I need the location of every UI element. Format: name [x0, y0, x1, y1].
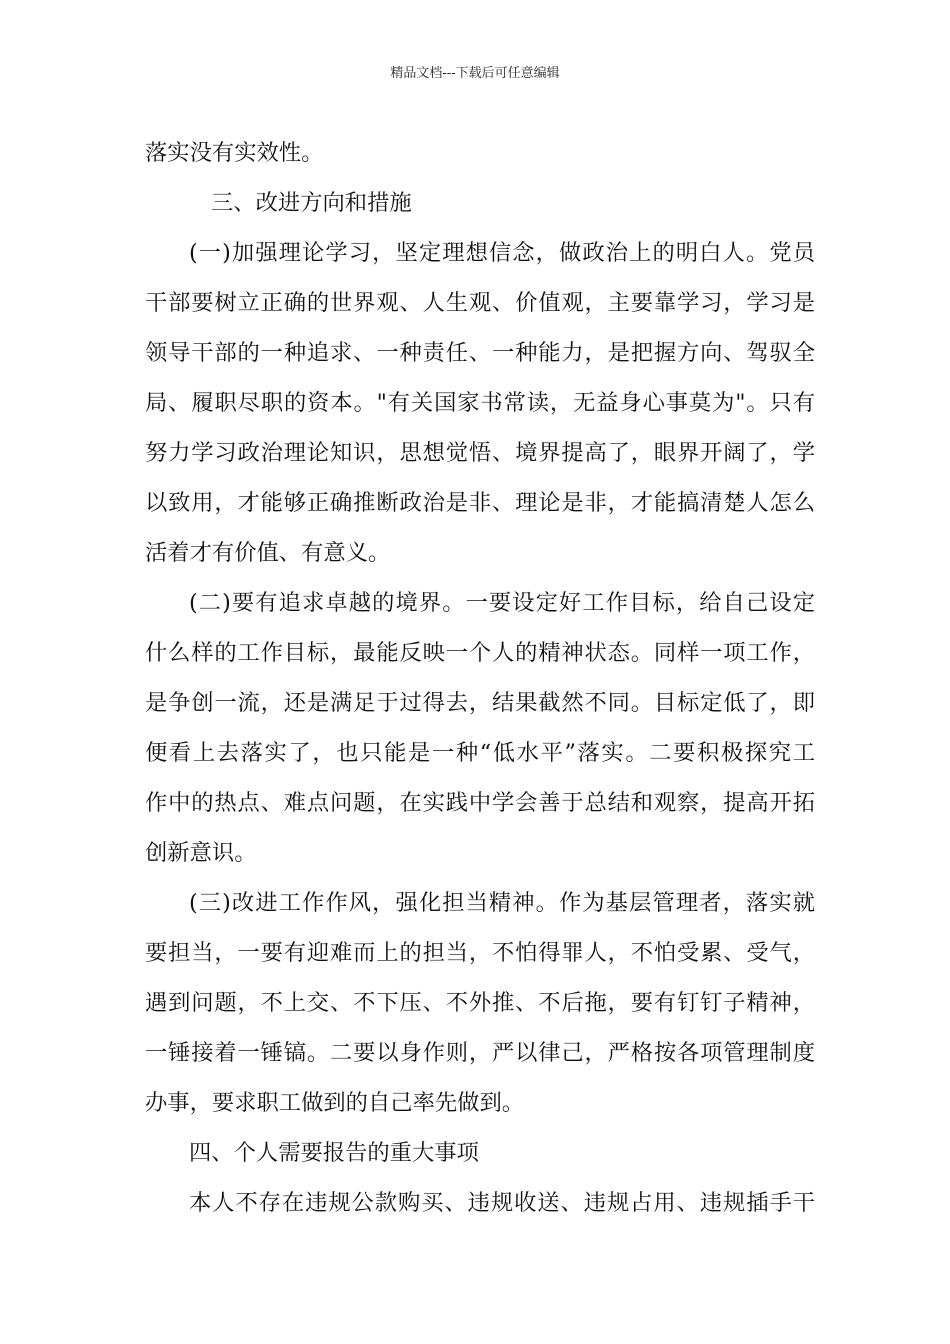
paragraph-line: 局、履职尽职的资本。"有关国家书常读，无益身心事莫为"。只有 — [145, 390, 815, 416]
paragraph-line: (二)要有追求卓越的境界。一要设定好工作目标，给自己设定 — [189, 590, 815, 616]
paragraph-line: 落实没有实效性。 — [145, 140, 324, 166]
paragraph-line: 一锤接着一锤镐。二要以身作则，严以律己，严格按各项管理制度 — [145, 1040, 815, 1066]
paragraph-line: 办事，要求职工做到的自己率先做到。 — [145, 1090, 525, 1116]
page-header: 精品文档---下载后可任意编辑 — [390, 66, 560, 81]
paragraph-line: 活着才有价值、有意义。 — [145, 540, 391, 566]
paragraph-line: 是争创一流，还是满足于过得去，结果截然不同。目标定低了，即 — [145, 690, 815, 716]
paragraph-line: 本人不存在违规公款购买、违规收送、违规占用、违规插手干 — [189, 1190, 815, 1216]
paragraph-line: 便看上去落实了，也只能是一种“低水平”落实。二要积极探究工 — [145, 740, 815, 766]
paragraph-line: 领导干部的一种追求、一种责任、一种能力，是把握方向、驾驭全 — [145, 340, 815, 366]
paragraph-line: (一)加强理论学习，坚定理想信念，做政治上的明白人。党员 — [189, 240, 815, 266]
section-heading: 三、改进方向和措施 — [211, 190, 412, 216]
paragraph-line: 要担当，一要有迎难而上的担当，不怕得罪人，不怕受累、受气， — [145, 940, 815, 966]
section-heading: 四、个人需要报告的重大事项 — [189, 1140, 479, 1166]
paragraph-line: 创新意识。 — [145, 840, 257, 866]
paragraph-line: 作中的热点、难点问题，在实践中学会善于总结和观察，提高开拓 — [145, 790, 815, 816]
document-body — [145, 128, 815, 1228]
paragraph-line: 遇到问题，不上交、不下压、不外推、不后拖，要有钉钉子精神， — [145, 990, 815, 1016]
paragraph-line: 努力学习政治理论知识，思想觉悟、境界提高了，眼界开阔了，学 — [145, 440, 815, 466]
paragraph-line: (三)改进工作作风，强化担当精神。作为基层管理者，落实就 — [189, 890, 815, 916]
paragraph-line: 以致用，才能够正确推断政治是非、理论是非，才能搞清楚人怎么 — [145, 490, 815, 516]
paragraph-line: 干部要树立正确的世界观、人生观、价值观，主要靠学习，学习是 — [145, 290, 815, 316]
paragraph-line: 什么样的工作目标，最能反映一个人的精神状态。同样一项工作， — [145, 640, 815, 666]
